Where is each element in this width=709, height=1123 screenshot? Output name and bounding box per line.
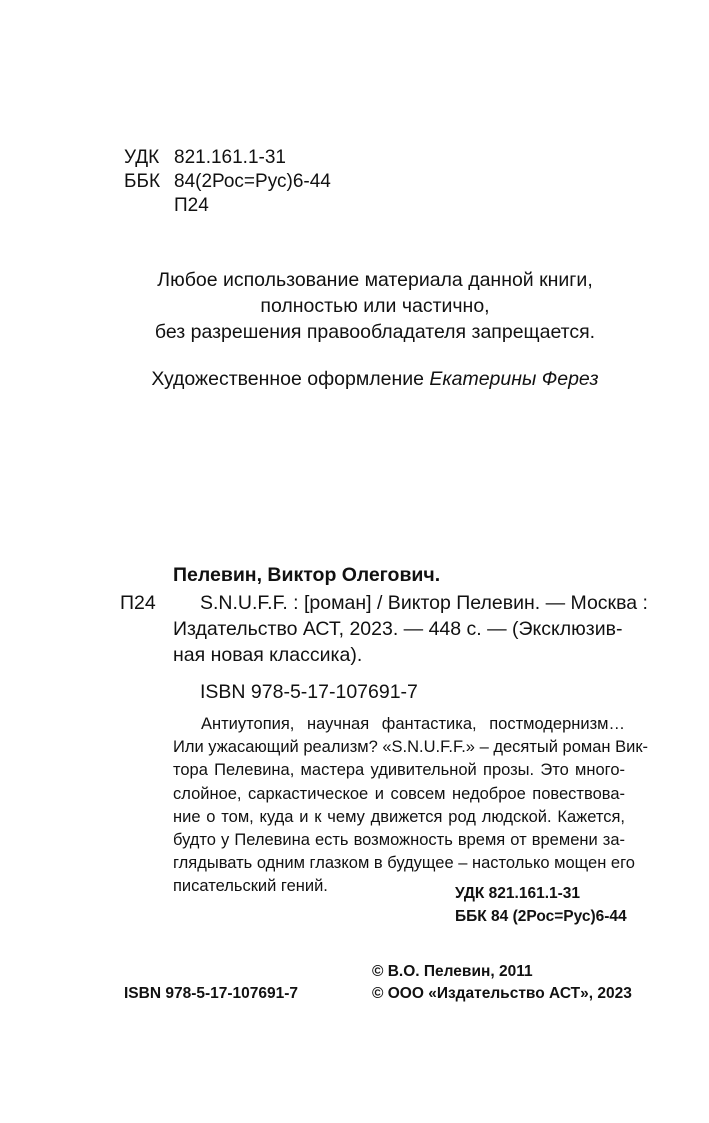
annotation-line: Антиутопия, научная фантастика, постмодернизм… bbox=[201, 715, 625, 733]
annotation-line: писательский гений. bbox=[173, 877, 328, 896]
udk-bottom: УДК 821.161.1-31 bbox=[455, 885, 581, 902]
annotation-line: тора Пелевина, мастера удивительной прозы. Это много- bbox=[173, 761, 625, 780]
bib-line: S.N.U.F.F. : [роман] / Виктор Пелевин. — Москва : bbox=[200, 592, 648, 614]
udk-row bbox=[0, 146, 709, 170]
bib-author-mark: П24 bbox=[120, 592, 156, 614]
annotation-line: слойное, саркастическое и совсем недоброе повествова- bbox=[173, 784, 625, 803]
bbk-bottom: ББК 84 (2Рос=Рус)6-44 bbox=[455, 908, 627, 925]
bib-line: Издательство АСТ, 2023. — 448 с. — (Эксклюзив- bbox=[173, 618, 623, 640]
footer-isbn: ISBN 978-5-17-107691-7 bbox=[124, 985, 299, 1002]
author-heading: Пелевин, Виктор Олегович. bbox=[173, 564, 441, 586]
bbk-label: ББК bbox=[124, 171, 161, 192]
bib-line: ная новая классика). bbox=[173, 644, 363, 666]
annotation bbox=[173, 713, 649, 899]
copyright-notice-line: полностью или частично, bbox=[260, 295, 490, 317]
annotation-line: Или ужасающий реализм? «S.N.U.F.F.» – десятый роман Вик- bbox=[173, 738, 649, 757]
copyright-notice-line: без разрешения правообладателя запрещается. bbox=[154, 321, 596, 343]
design-credit bbox=[100, 368, 650, 391]
udk-value: 821.161.1-31 bbox=[174, 147, 286, 168]
copyright-publisher: © ООО «Издательство АСТ», 2023 bbox=[372, 985, 632, 1002]
annotation-line: ние о том, куда и к чему движется род людской. Кажется, bbox=[173, 807, 625, 826]
copyright-notice-line: Любое использование материала данной книги, bbox=[157, 269, 593, 291]
author-mark-row bbox=[0, 194, 709, 218]
annotation-line: глядывать одним глазком в будущее – настолько мощен его bbox=[173, 854, 635, 873]
udk-label: УДК bbox=[124, 147, 160, 168]
design-credit-artist: Екатерины Ферез bbox=[429, 368, 599, 390]
design-credit-prefix: Художественное оформление bbox=[151, 368, 424, 390]
annotation-line: будто у Пелевина есть возможность время от времени за- bbox=[173, 830, 625, 849]
author-mark: П24 bbox=[174, 195, 209, 216]
bbk-row bbox=[0, 170, 709, 194]
copyright-notice bbox=[100, 267, 650, 345]
copyright-author: © В.О. Пелевин, 2011 bbox=[372, 963, 533, 980]
bbk-value: 84(2Рос=Рус)6-44 bbox=[174, 171, 331, 192]
bib-isbn: ISBN 978-5-17-107691-7 bbox=[200, 681, 418, 703]
